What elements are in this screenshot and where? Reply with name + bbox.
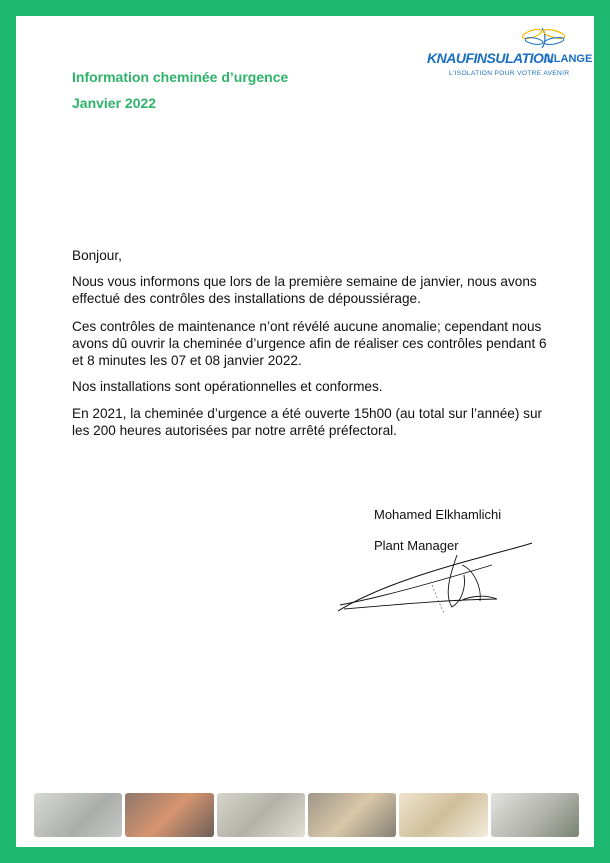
letter-paragraph: Ces contrôles de maintenance n’ont révélé aucune anomalie; cependant nous avons dû ouvrir la cheminée d’urgence afin de réaliser ces contrôles pendant 6 et 8 minutes les 07 et 08 janvier 2022.: [72, 319, 547, 368]
signatory-name: Mohamed Elkhamlichi: [374, 507, 502, 522]
factory-photo: [491, 793, 579, 837]
factory-photo: [125, 793, 213, 837]
signatory-role: Plant Manager: [374, 538, 459, 553]
document-title: Information cheminée d’urgence: [72, 69, 289, 85]
factory-photo: [399, 793, 487, 837]
handwritten-signature: [332, 535, 542, 620]
factory-photo: [308, 793, 396, 837]
factory-photo: [34, 793, 122, 837]
letter-paragraph: En 2021, la cheminée d’urgence a été ouverte 15h00 (au total sur l’année) sur les 200 heures autorisées par notre arrêté préfectoral.: [72, 406, 543, 438]
footer-photo-strip: [34, 793, 579, 837]
letter-paragraph: Nos installations sont opérationnelles et conformes.: [72, 379, 383, 394]
logo-brand-text: KNAUFINSULATION: [427, 50, 554, 66]
factory-photo: [217, 793, 305, 837]
logo-tagline: L’ISOLATION POUR VOTRE AVENIR: [449, 70, 570, 77]
document-date: Janvier 2022: [72, 95, 157, 111]
logo-site-text: ILLANGE: [544, 53, 593, 65]
letter-greeting: Bonjour,: [72, 248, 122, 263]
letter-paragraph: Nous vous informons que lors de la première semaine de janvier, nous avons effectué des contrôles des installations de dépoussiérage.: [72, 274, 537, 306]
company-logo: [425, 26, 593, 86]
